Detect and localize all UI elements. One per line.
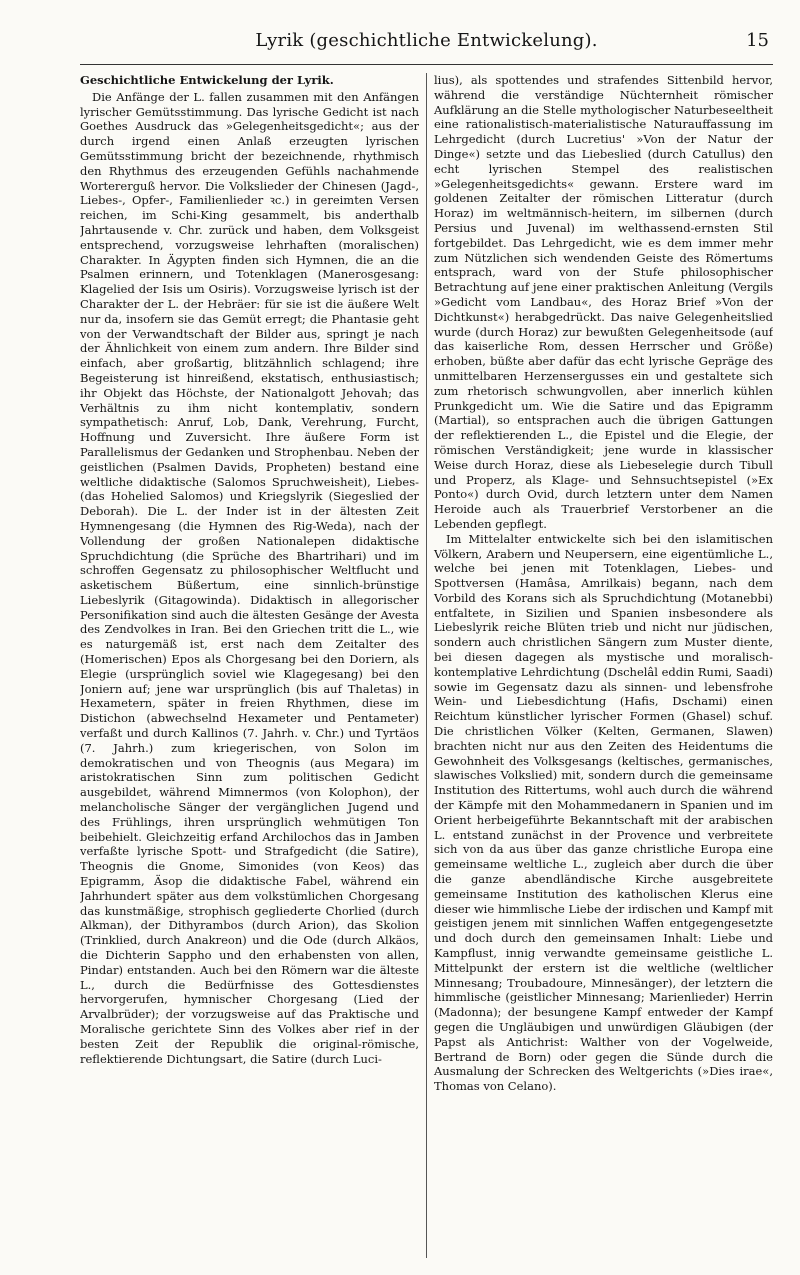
running-title: Lyrik (geschichtliche Entwickelung).	[255, 30, 598, 51]
section-heading: Geschichtliche Entwickelung der Lyrik.	[80, 73, 334, 87]
left-column	[80, 73, 426, 1258]
paragraph-continued: lius), als spottendes und strafendes Sittenbild hervor, während die verständige Nüchternheit römischer Aufklärung an die Stelle mythologischer Naturbeseeltheit eine rationalistisch-materialistische Naturauffassung im Lehrgedicht (durch Lucretius' »Von der Natur der Dinge«) setzte und das Liebeslied (durch Catullus) den echt lyrischen Stempel des realistischen »Gelegenheitsgedichts« gewann. Erstere ward im goldenen Zeitalter der römischen Litteratur (durch Horaz) im weltmännisch-heitern, im silbernen (durch Persius und Juvenal) im welthassend-ernsten Stil fortgebildet. Das Lehrgedicht, wie es dem immer mehr zum Nützlichen sich wendenden Geiste des Römertums entsprach, ward von der Stufe philosophischer Betrachtung auf jene einer praktischen Anleitung (Vergils »Gedicht vom Landbau«, des Horaz Brief »Von der Dichtkunst«) herabgedrückt. Das naive Gelegenheitslied wurde (durch Horaz) zur bewußten Gelegenheitsode (auf das kaiserliche Rom, dessen Herrscher und Größe) erhoben, büßte aber dafür das echt lyrische Gepräge des unmittelbaren Herzensergusses ein und gestaltete sich zum rhetorisch schwungvollen, aber innerlich kühlen Prunkgedicht um. Wie die Satire und das Epigramm (Martial), so entsprachen auch die übrigen Gattungen der reflektierenden L., die Epistel und die Elegie, der römischen Verständigkeit; jene wurde in klassischer Weise durch Horaz, diese als Liebeselegie durch Tibull und Properz, als Klage- und Sehnsuchtsepistel (»Ex Ponto«) durch Ovid, durch letztern unter dem Namen Heroide auch als Trauerbrief Verstorbener an die Lebenden gepflegt.	[434, 73, 773, 531]
running-header	[80, 28, 773, 65]
paragraph: Die Anfänge der L. fallen zusammen mit den Anfängen lyrischer Gemütsstimmung. Das lyrische Gedicht ist nach Goethes Ausdruck das »Gelegenheitsgedicht«; aus der durch irgend einen Anlaß erzeugten lyrischen Gemütsstimmung bricht der bezeichnende, rhythmisch den Rhythmus des erzeugenden Gefühls nachahmende Wortererguß hervor. Die Volkslieder der Chinesen (Jagd-, Liebes-, Opfer-, Familienlieder ꝛc.) in gereimten Versen reichen, im Schi-King gesammelt, bis anderthalb Jahrtausende v. Chr. zurück und haben, dem Volksgeist entsprechend, vorzugsweise lehrhaften (moralischen) Charakter. In Ägypten finden sich Hymnen, die an die Psalmen erinnern, und Totenklagen (Manerosgesang: Klagelied der Isis um Osiris). Vorzugsweise lyrisch ist der Charakter der L. der Hebräer: für sie ist die äußere Welt nur da, insofern sie das Gemüt erregt; die Phantasie geht von der Verwandtschaft der Bilder aus, springt je nach der Ähnlichkeit von einem zum andern. Ihre Bilder sind einfach, aber großartig, blitzähnlich schlagend; ihre Begeisterung ist hinreißend, ekstatisch, enthusiastisch; ihr Objekt das Höchste, der Nationalgott Jehovah; das Verhältnis zu ihm nicht kontemplativ, sondern sympathetisch: Anruf, Lob, Dank, Verehrung, Furcht, Hoffnung und Zuversicht. Ihre äußere Form ist Parallelismus der Gedanken und Strophenbau. Neben der geistlichen (Psalmen Davids, Propheten) bestand eine weltliche didaktische (Salomos Spruchweisheit), Liebes- (das Hohelied Salomos) und Kriegslyrik (Siegeslied der Deborah). Die L. der Inder ist in der ältesten Zeit Hymnengesang (die Hymnen des Rig-Weda), nach der Vollendung der großen Nationalepen didaktische Spruchdichtung (die Sprüche des Bhartrihari) und im schroffen Gegensatz zu philosophischer Weltflucht und asketischem Büßertum, eine sinnlich-brünstige Liebeslyrik (Gitagowinda). Didaktisch in allegorischer Personifikation sind auch die ältesten Gesänge der Avesta des Zendvolkes in Iran. Bei den Griechen tritt die L., wie es naturgemäß ist, erst nach dem Zeitalter des (Homerischen) Epos als Chorgesang bei den Doriern, als Elegie (ursprünglich soviel wie Klagegesang) bei den Joniern auf; jene war ursprünglich (bis auf Thaletas) in Hexametern, später in freien Rhythmen, diese im Distichon (abwechselnd Hexameter und Pentameter) verfaßt und durch Kallinos (7. Jahrh. v. Chr.) und Tyrtäos (7. Jahrh.) zum kriegerischen, von Solon im demokratischen und von Theognis (aus Megara) im aristokratischen Sinn zum politischen Gedicht ausgebildet, während Mimnermos (von Kolophon), der melancholische Sänger der vergänglichen Jugend und des Frühlings, ihren ursprünglich wehmütigen Ton beibehielt. Gleichzeitig erfand Archilochos das in Jamben verfaßte lyrische Spott- und Strafgedicht (die Satire), Theognis die Gnome, Simonides (von Keos) das Epigramm, Äsop die didaktische Fabel, während ein Jahrhundert später aus dem volkstümlichen Chorgesang das kunstmäßige, strophisch gegliederte Chorlied (durch Alkman), der Dithyrambos (durch Arion), das Skolion (Trinklied, durch Anakreon) und die Ode (durch Alkäos, die Dichterin Sappho und den erhabensten von allen, Pindar) entstanden. Auch bei den Römern war die älteste L., durch die Bedürfnisse des Gottesdienstes hervorgerufen, hymnischer Chorgesang (Lied der Arvalbrüder); der vorzugsweise auf das Praktische und Moralische gerichtete Sinn des Volkes aber rief in der besten Zeit der Republik die original-römische, reflektierende Dichtungsart, die Satire (durch Luci-	[80, 89, 419, 1066]
page-number: 15	[746, 30, 769, 51]
two-column-body	[80, 73, 773, 1258]
right-column	[426, 73, 773, 1258]
paragraph: Im Mittelalter entwickelte sich bei den islamitischen Völkern, Arabern und Neupersern, eine eigentümliche L., welche bei jenen mit Totenklagen, Liebes- und Spottversen (Hamâsa, Amrilkais) begann, nach dem Vorbild des Korans sich als Spruchdichtung (Motanebbi) entfaltete, in Sizilien und Spanien insbesondere als Liebeslyrik reiche Blüten trieb und nicht nur jüdischen, sondern auch christlichen Sängern zum Muster diente, bei diesen dagegen als mystische und moralisch-kontemplative Lehrdichtung (Dschelâl eddin Rumi, Saadi) sowie im Gegensatz dazu als sinnen- und lebensfrohe Wein- und Liebesdichtung (Hafis, Dschami) einen Reichtum künstlicher lyrischer Formen (Ghasel) schuf. Die christlichen Völker (Kelten, Germanen, Slawen) brachten nicht nur aus den Zeiten des Heidentums die Gewohnheit des Volksgesangs (keltisches, germanisches, slawisches Volkslied) mit, sondern durch die gemeinsame Institution des Rittertums, wohl auch durch die während der Kämpfe mit den Mohammedanern in Spanien und im Orient herbeigeführte Bekanntschaft mit der arabischen L. entstand zunächst in der Provence und verbreitete sich von da aus über das ganze christliche Europa eine gemeinsame weltliche L., zugleich aber durch die über die ganze abendländische Kirche ausgebreitete gemeinsame Institution des katholischen Klerus eine dieser wie himmlische Liebe der irdischen und Kampf mit geistigen jenem mit sinnlichen Waffen entgegengesetzte und doch durch den gemeinsamen Inhalt: Liebe und Kampflust, innig verwandte gemeinsame geistliche L. Mittelpunkt der erstern ist die weltliche (weltlicher Minnesang; Troubadoure, Minnesänger), der letztern die himmlische (geistlicher Minnesang; Marienlieder) Herrin (Madonna); der besungene Kampf entweder der Kampf gegen die Ungläubigen und unwürdigen Gläubigen (der Papst als Antichrist: Walther von der Vogelweide, Bertrand de Born) oder gegen die Sünde durch die Ausmalung der Schrecken des Weltgerichts (»Dies irae«, Thomas von Celano).	[434, 531, 773, 1094]
